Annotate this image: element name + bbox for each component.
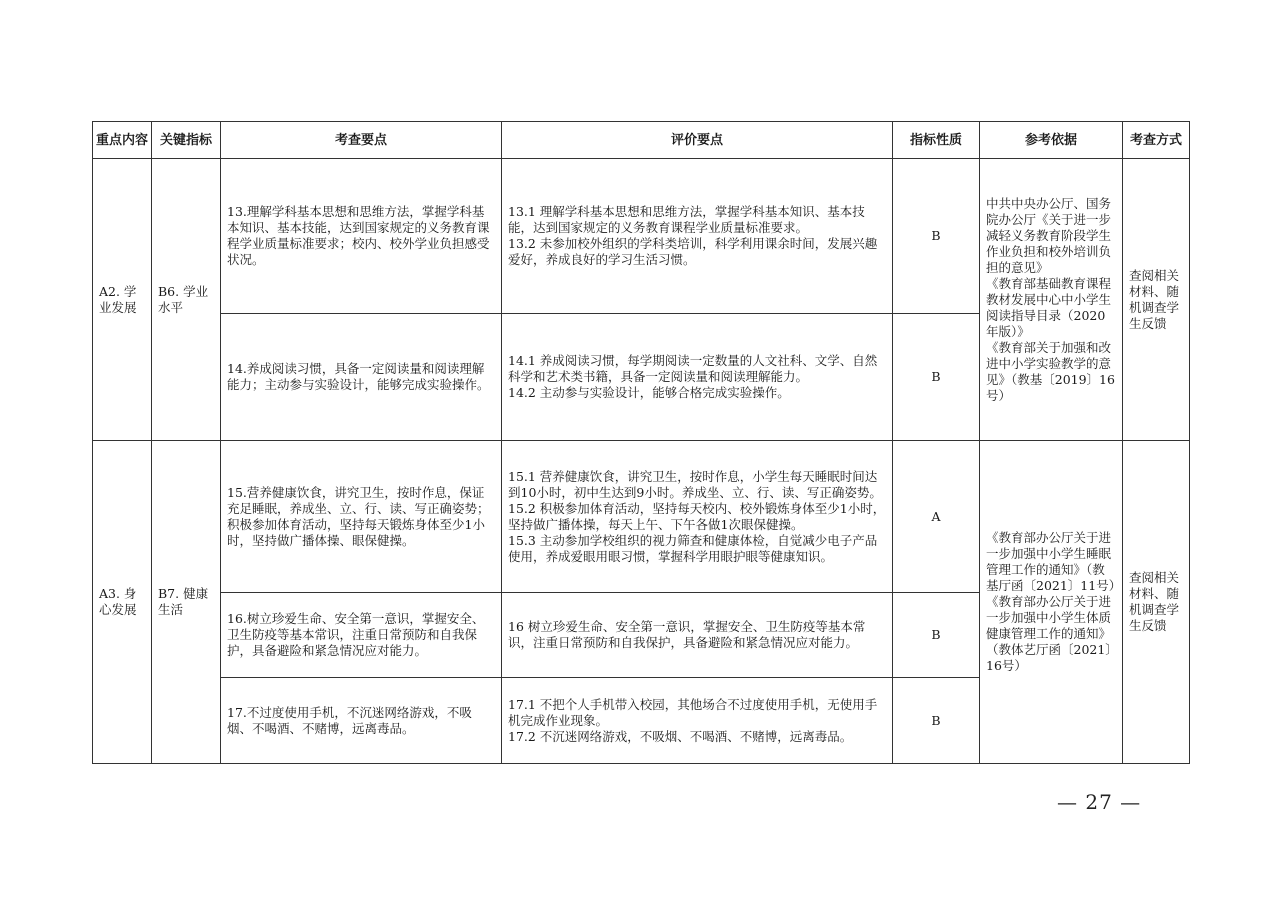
- eval-cell: [502, 314, 893, 441]
- table-header-row: [93, 122, 1190, 159]
- eval-cell: [502, 159, 893, 314]
- basis-item: 《教育部办公厅关于进一步加强中小学生睡眠管理工作的通知》（教基厅函〔2021〕11号）: [986, 530, 1122, 593]
- nature-cell: A: [893, 441, 980, 593]
- nature-cell: B: [893, 678, 980, 764]
- table-row: [93, 159, 1190, 314]
- indicator-cell: B7. 健康生活: [152, 441, 221, 764]
- eval-item: 16 树立珍爱生命、安全第一意识，掌握安全、卫生防疫等基本常识，注重日常预防和自我保护，具备避险和紧急情况应对能力。: [508, 619, 866, 650]
- focus-cell: A3. 身心发展: [93, 441, 152, 764]
- nature-cell: B: [893, 159, 980, 314]
- basis-cell: [980, 441, 1123, 764]
- check-cell: 14.养成阅读习惯，具备一定阅读量和阅读理解能力；主动参与实验设计，能够完成实验操作。: [221, 314, 502, 441]
- method-cell: 查阅相关材料、随机调查学生反馈: [1123, 159, 1190, 441]
- evaluation-table: [92, 121, 1190, 764]
- check-cell: 15.营养健康饮食，讲究卫生，按时作息，保证充足睡眠，养成坐、立、行、读、写正确姿势；积极参加体育活动，坚持每天锻炼身体至少1小时，坚持做广播体操、眼保健操。: [221, 441, 502, 593]
- eval-item: 14.1 养成阅读习惯，每学期阅读一定数量的人文社科、文学、自然科学和艺术类书籍，具备一定阅读量和阅读理解能力。: [508, 353, 878, 384]
- eval-item: 15.3 主动参加学校组织的视力筛查和健康体检，自觉减少电子产品使用，养成爱眼用眼习惯，掌握科学用眼护眼等健康知识。: [508, 532, 878, 564]
- check-cell: 17.不过度使用手机，不沉迷网络游戏，不吸烟、不喝酒、不赌博，远离毒品。: [221, 678, 502, 764]
- header-method: 考查方式: [1123, 122, 1190, 159]
- header-check-points: 考查要点: [221, 122, 502, 159]
- indicator-cell: B6. 学业水平: [152, 159, 221, 441]
- header-indicator: 关键指标: [152, 122, 221, 159]
- basis-item: 中共中央办公厅、国务院办公厅《关于进一步减轻义务教育阶段学生作业负担和校外培训负担的意见》: [986, 195, 1112, 275]
- nature-cell: B: [893, 314, 980, 441]
- eval-item: 17.1 不把个人手机带入校园，其他场合不过度使用手机，无使用手机完成作业现象。: [508, 696, 878, 728]
- eval-cell: [502, 593, 893, 678]
- nature-cell: B: [893, 593, 980, 678]
- header-focus: 重点内容: [93, 122, 152, 159]
- header-eval-points: 评价要点: [502, 122, 893, 159]
- header-nature: 指标性质: [893, 122, 980, 159]
- page-number: — 27 —: [1057, 790, 1142, 814]
- table-row: [93, 441, 1190, 593]
- eval-item: 15.1 营养健康饮食，讲究卫生，按时作息，小学生每天睡眠时间达到10小时，初中生达到9小时。养成坐、立、行、读、写正确姿势。: [508, 468, 882, 500]
- basis-item: 《教育部关于加强和改进中小学实验教学的意见》（教基〔2019〕16号）: [986, 339, 1115, 403]
- eval-item: 13.2 未参加校外组织的学科类培训，科学利用课余时间，发展兴趣爱好，养成良好的学习生活习惯。: [508, 236, 878, 267]
- basis-item: 《教育部办公厅关于进一步加强中小学生体质健康管理工作的通知》（教体艺厅函〔2021〕16号）: [986, 594, 1112, 673]
- eval-cell: [502, 678, 893, 764]
- eval-item: 17.2 不沉迷网络游戏，不吸烟、不喝酒、不赌博，远离毒品。: [508, 728, 853, 744]
- basis-item: 《教育部基础教育课程教材发展中心中小学生阅读指导目录（2020年版）》: [986, 275, 1112, 339]
- check-cell: 13.理解学科基本思想和思维方法，掌握学科基本知识、基本技能，达到国家规定的义务教育课程学业质量标准要求；校内、校外学业负担感受状况。: [221, 159, 502, 314]
- eval-cell: [502, 441, 893, 593]
- method-cell: 查阅相关材料、随机调查学生反馈: [1123, 441, 1190, 764]
- header-basis: 参考依据: [980, 122, 1123, 159]
- eval-item: 15.2 积极参加体育活动，坚持每天校内、校外锻炼身体至少1小时，坚持做广播体操，每天上午、下午各做1次眼保健操。: [508, 500, 886, 532]
- eval-item: 13.1 理解学科基本思想和思维方法，掌握学科基本知识、基本技能，达到国家规定的义务教育课程学业质量标准要求。: [508, 204, 865, 235]
- check-cell: 16.树立珍爱生命、安全第一意识，掌握安全、卫生防疫等基本常识，注重日常预防和自我保护，具备避险和紧急情况应对能力。: [221, 593, 502, 678]
- basis-cell: [980, 159, 1123, 441]
- eval-item: 14.2 主动参与实验设计，能够合格完成实验操作。: [508, 385, 790, 400]
- focus-cell: A2. 学业发展: [93, 159, 152, 441]
